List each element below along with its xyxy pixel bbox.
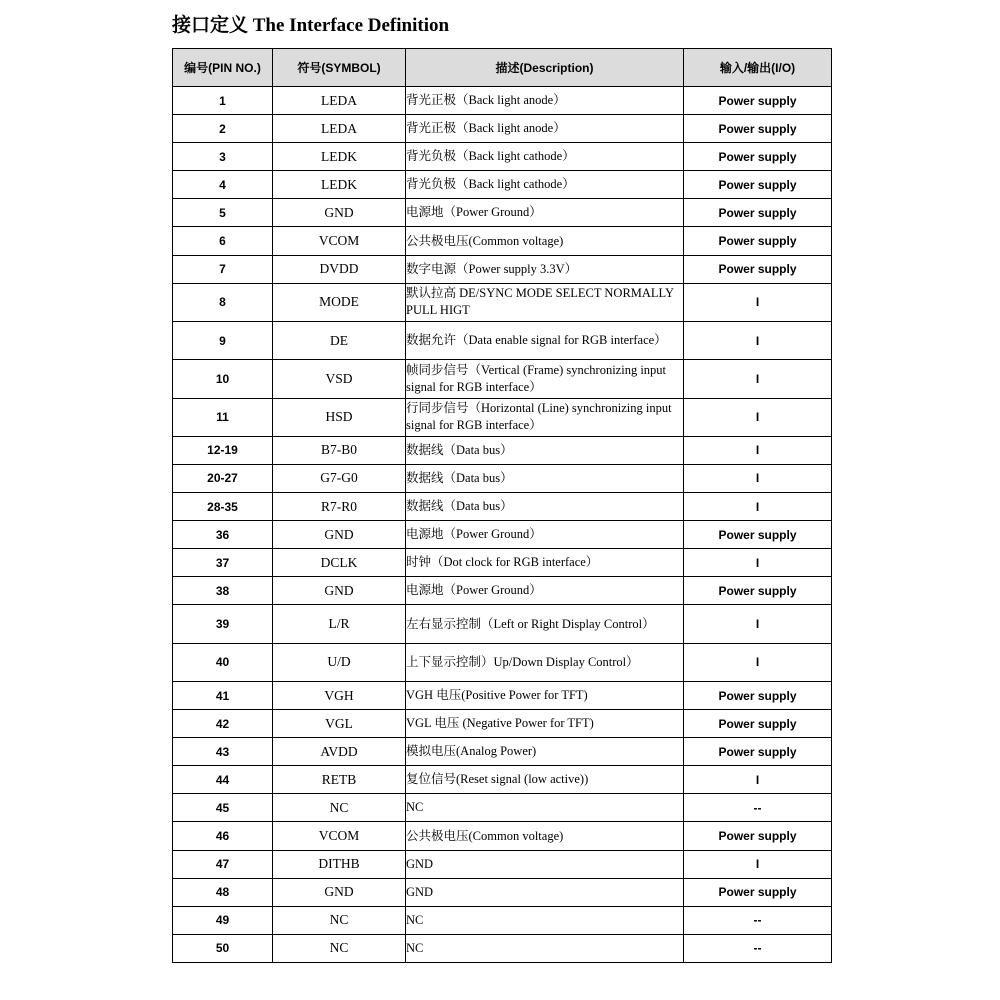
table-row	[173, 794, 832, 822]
table-row	[173, 398, 832, 436]
io-cell: Power supply	[684, 115, 832, 143]
io-cell: I	[684, 643, 832, 681]
description-cell: 帧同步信号（Vertical (Frame) synchronizing input signal for RGB interface）	[406, 360, 684, 398]
symbol-cell: GND	[273, 577, 406, 605]
pin-number-cell: 20-27	[173, 464, 273, 492]
pin-number-cell: 50	[173, 934, 273, 962]
io-cell: I	[684, 493, 832, 521]
io-cell: Power supply	[684, 227, 832, 255]
description-cell: 数据线（Data bus）	[406, 436, 684, 464]
pin-number-cell: 6	[173, 227, 273, 255]
symbol-cell: MODE	[273, 283, 406, 321]
description-cell: NC	[406, 906, 684, 934]
symbol-cell: HSD	[273, 398, 406, 436]
table-row	[173, 493, 832, 521]
pin-number-cell: 10	[173, 360, 273, 398]
description-cell: 背光负极（Back light cathode）	[406, 143, 684, 171]
symbol-cell: LEDK	[273, 171, 406, 199]
pin-number-cell: 45	[173, 794, 273, 822]
table-body	[173, 87, 832, 963]
table-header-row	[173, 49, 832, 87]
symbol-cell: GND	[273, 521, 406, 549]
header-symbol: 符号(SYMBOL)	[273, 49, 406, 87]
table-row	[173, 549, 832, 577]
table-row	[173, 464, 832, 492]
pin-number-cell: 39	[173, 605, 273, 643]
table-row	[173, 766, 832, 794]
pin-number-cell: 38	[173, 577, 273, 605]
io-cell: Power supply	[684, 255, 832, 283]
io-cell: I	[684, 283, 832, 321]
description-cell: GND	[406, 878, 684, 906]
symbol-cell: VGH	[273, 682, 406, 710]
symbol-cell: VCOM	[273, 227, 406, 255]
table-row	[173, 521, 832, 549]
table-row	[173, 577, 832, 605]
io-cell: I	[684, 850, 832, 878]
page-title: 接口定义 The Interface Definition	[172, 15, 450, 36]
description-cell: NC	[406, 934, 684, 962]
description-cell: NC	[406, 794, 684, 822]
description-cell: 默认拉高 DE/SYNC MODE SELECT NORMALLY PULL HIGT	[406, 283, 684, 321]
header-description: 描述(Description)	[406, 49, 684, 87]
symbol-cell: B7-B0	[273, 436, 406, 464]
description-cell: 背光正极（Back light anode）	[406, 115, 684, 143]
description-cell: GND	[406, 850, 684, 878]
symbol-cell: LEDA	[273, 115, 406, 143]
description-cell: 数据线（Data bus）	[406, 493, 684, 521]
table-row	[173, 643, 832, 681]
description-cell: 行同步信号（Horizontal (Line) synchronizing input signal for RGB interface）	[406, 398, 684, 436]
table-row	[173, 321, 832, 359]
table-row	[173, 227, 832, 255]
io-cell: Power supply	[684, 577, 832, 605]
description-cell: 上下显示控制）Up/Down Display Control）	[406, 643, 684, 681]
io-cell: --	[684, 934, 832, 962]
pin-number-cell: 7	[173, 255, 273, 283]
table-row	[173, 199, 832, 227]
symbol-cell: DVDD	[273, 255, 406, 283]
description-cell: VGL 电压 (Negative Power for TFT)	[406, 710, 684, 738]
io-cell: I	[684, 436, 832, 464]
symbol-cell: DE	[273, 321, 406, 359]
description-cell: 背光负极（Back light cathode）	[406, 171, 684, 199]
io-cell: I	[684, 549, 832, 577]
io-cell: Power supply	[684, 738, 832, 766]
io-cell: Power supply	[684, 710, 832, 738]
symbol-cell: LEDA	[273, 87, 406, 115]
io-cell: Power supply	[684, 143, 832, 171]
table-row	[173, 605, 832, 643]
symbol-cell: LEDK	[273, 143, 406, 171]
pin-number-cell: 48	[173, 878, 273, 906]
pin-number-cell: 9	[173, 321, 273, 359]
io-cell: --	[684, 794, 832, 822]
description-cell: 数字电源（Power supply 3.3V）	[406, 255, 684, 283]
table-row	[173, 906, 832, 934]
pin-number-cell: 5	[173, 199, 273, 227]
symbol-cell: VGL	[273, 710, 406, 738]
description-cell: 复位信号(Reset signal (low active))	[406, 766, 684, 794]
pin-number-cell: 2	[173, 115, 273, 143]
description-cell: 公共极电压(Common voltage)	[406, 822, 684, 850]
pin-number-cell: 47	[173, 850, 273, 878]
pin-number-cell: 11	[173, 398, 273, 436]
io-cell: Power supply	[684, 878, 832, 906]
table-row	[173, 738, 832, 766]
pin-number-cell: 42	[173, 710, 273, 738]
symbol-cell: L/R	[273, 605, 406, 643]
table-row	[173, 143, 832, 171]
pin-number-cell: 28-35	[173, 493, 273, 521]
description-cell: 公共极电压(Common voltage)	[406, 227, 684, 255]
io-cell: Power supply	[684, 199, 832, 227]
io-cell: Power supply	[684, 822, 832, 850]
description-cell: 数据允许（Data enable signal for RGB interface）	[406, 321, 684, 359]
pin-number-cell: 44	[173, 766, 273, 794]
header-pin-no: 编号(PIN NO.)	[173, 49, 273, 87]
symbol-cell: RETB	[273, 766, 406, 794]
symbol-cell: GND	[273, 199, 406, 227]
description-cell: 时钟（Dot clock for RGB interface）	[406, 549, 684, 577]
table-row	[173, 87, 832, 115]
symbol-cell: NC	[273, 794, 406, 822]
table-row	[173, 360, 832, 398]
symbol-cell: NC	[273, 934, 406, 962]
interface-definition-table	[172, 48, 832, 963]
pin-number-cell: 40	[173, 643, 273, 681]
symbol-cell: U/D	[273, 643, 406, 681]
io-cell: Power supply	[684, 521, 832, 549]
io-cell: Power supply	[684, 87, 832, 115]
symbol-cell: DITHB	[273, 850, 406, 878]
pin-number-cell: 1	[173, 87, 273, 115]
table-row	[173, 878, 832, 906]
symbol-cell: VSD	[273, 360, 406, 398]
symbol-cell: VCOM	[273, 822, 406, 850]
pin-number-cell: 3	[173, 143, 273, 171]
description-cell: 电源地（Power Ground）	[406, 577, 684, 605]
io-cell: I	[684, 464, 832, 492]
table-row	[173, 283, 832, 321]
header-io: 输入/输出(I/O)	[684, 49, 832, 87]
pin-number-cell: 8	[173, 283, 273, 321]
io-cell: --	[684, 906, 832, 934]
pin-number-cell: 36	[173, 521, 273, 549]
symbol-cell: NC	[273, 906, 406, 934]
table-row	[173, 436, 832, 464]
description-cell: 数据线（Data bus）	[406, 464, 684, 492]
symbol-cell: G7-G0	[273, 464, 406, 492]
description-cell: 背光正极（Back light anode）	[406, 87, 684, 115]
description-cell: 电源地（Power Ground）	[406, 521, 684, 549]
pin-number-cell: 4	[173, 171, 273, 199]
io-cell: Power supply	[684, 682, 832, 710]
pin-number-cell: 12-19	[173, 436, 273, 464]
io-cell: I	[684, 766, 832, 794]
description-cell: 电源地（Power Ground）	[406, 199, 684, 227]
pin-number-cell: 37	[173, 549, 273, 577]
symbol-cell: DCLK	[273, 549, 406, 577]
io-cell: I	[684, 321, 832, 359]
table-row	[173, 171, 832, 199]
table-row	[173, 255, 832, 283]
pin-number-cell: 49	[173, 906, 273, 934]
table-row	[173, 934, 832, 962]
io-cell: I	[684, 605, 832, 643]
table-row	[173, 822, 832, 850]
table-row	[173, 850, 832, 878]
io-cell: I	[684, 398, 832, 436]
table-row	[173, 710, 832, 738]
table-row	[173, 115, 832, 143]
pin-number-cell: 43	[173, 738, 273, 766]
pin-number-cell: 41	[173, 682, 273, 710]
pin-number-cell: 46	[173, 822, 273, 850]
symbol-cell: GND	[273, 878, 406, 906]
io-cell: Power supply	[684, 171, 832, 199]
io-cell: I	[684, 360, 832, 398]
description-cell: 模拟电压(Analog Power)	[406, 738, 684, 766]
symbol-cell: R7-R0	[273, 493, 406, 521]
description-cell: 左右显示控制（Left or Right Display Control）	[406, 605, 684, 643]
symbol-cell: AVDD	[273, 738, 406, 766]
description-cell: VGH 电压(Positive Power for TFT)	[406, 682, 684, 710]
table-row	[173, 682, 832, 710]
